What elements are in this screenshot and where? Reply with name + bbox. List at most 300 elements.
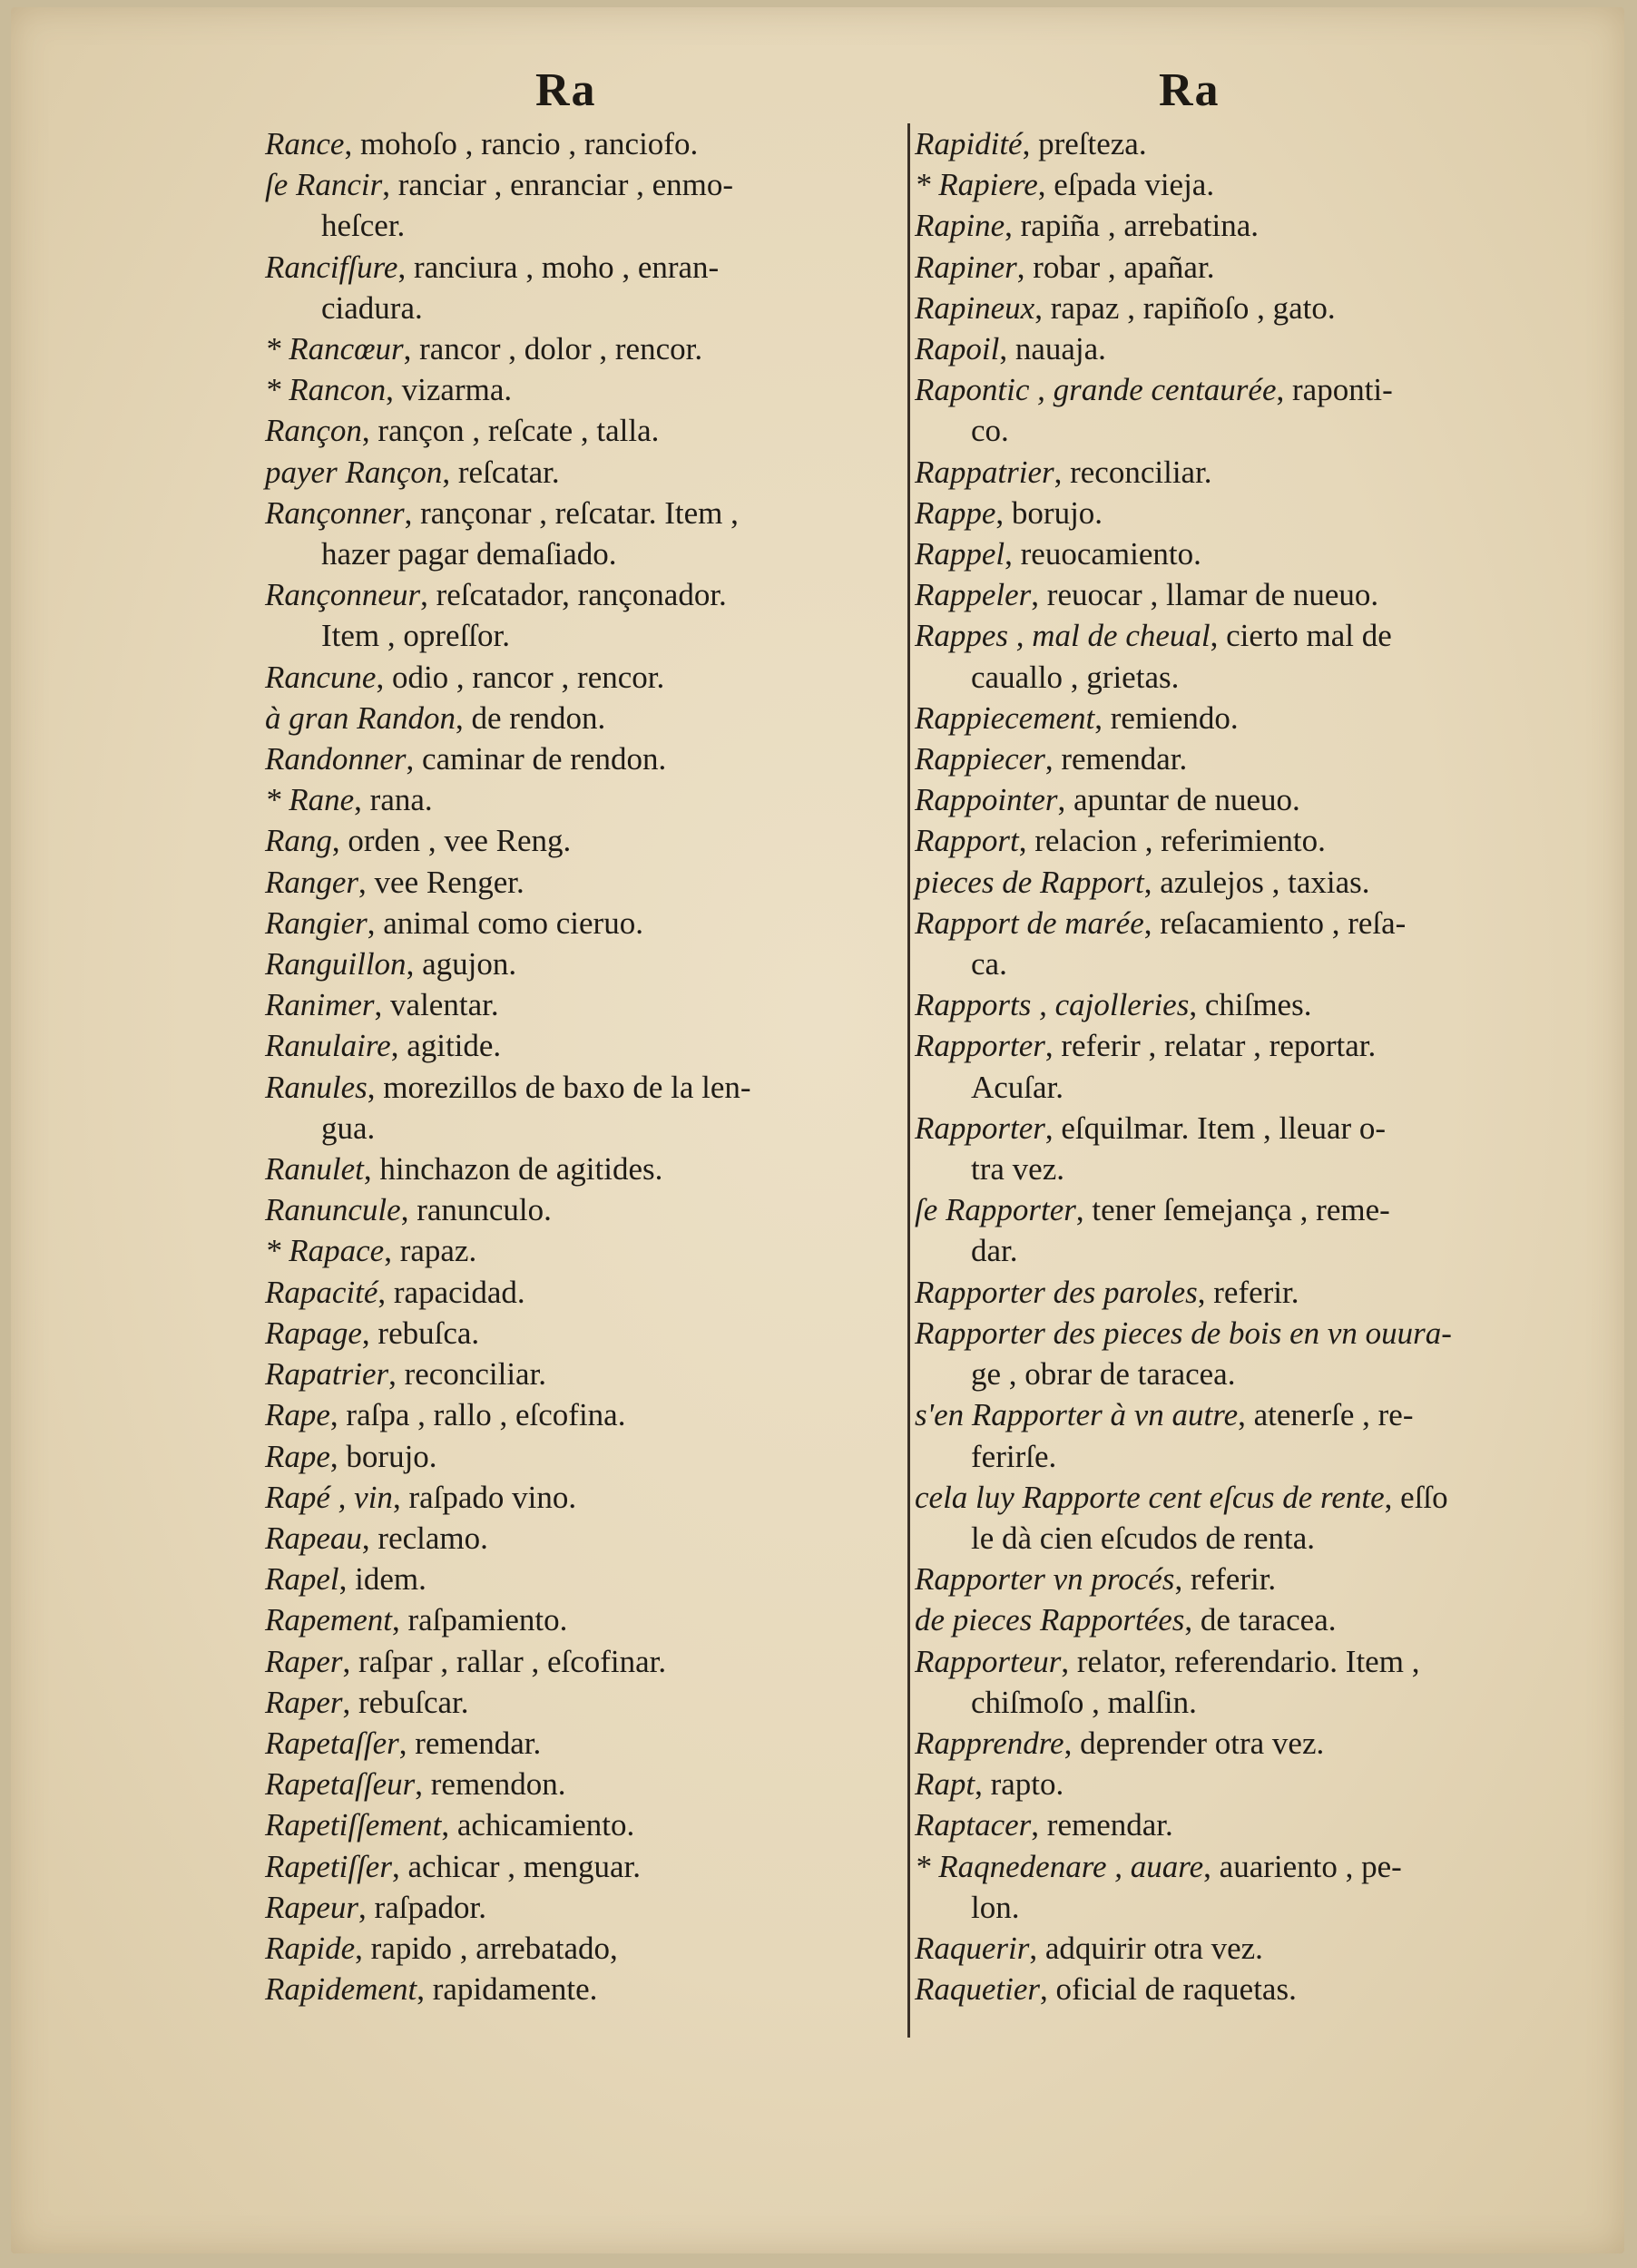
dictionary-entry: [265, 1641, 900, 1682]
entry-headword: payer Rançon: [265, 454, 443, 490]
entry-headword: Rappointer: [915, 782, 1058, 818]
entry-headword: Rapiner: [915, 249, 1017, 285]
entry-definition: caminar de rendon.: [422, 741, 667, 777]
entry-separator: ,: [329, 1397, 347, 1433]
dictionary-entry: [915, 1313, 1550, 1354]
column-divider: [907, 123, 910, 2038]
entry-headword: Rapport: [915, 823, 1019, 859]
entry-headword: Rapacité: [265, 1274, 378, 1310]
entry-definition: remendar.: [415, 1725, 542, 1761]
dictionary-entry: [265, 1846, 900, 1887]
entry-definition: remendon.: [430, 1766, 566, 1803]
entry-headword: Rape: [265, 1438, 330, 1474]
entry-definition: remendar.: [1046, 1807, 1173, 1843]
entry-headword: Ranulet: [265, 1151, 364, 1188]
entry-headword: s'en Rapporter à vn autre: [915, 1397, 1239, 1433]
dictionary-entry: [915, 164, 1550, 205]
dictionary-entry: [265, 1804, 900, 1845]
entry-separator: ,: [391, 1602, 408, 1638]
entry-separator: ,: [1197, 1274, 1214, 1310]
dictionary-entry: [265, 1599, 900, 1640]
entry-definition: achicar , menguar.: [407, 1848, 642, 1884]
entry-separator: ,: [1143, 904, 1161, 941]
entry-definition: raſpa , rallo , eſcofina.: [346, 1397, 626, 1433]
entry-headword: Rappatrier: [915, 454, 1054, 490]
dictionary-entry: [265, 1723, 900, 1764]
entry-continuation: heſcer.: [321, 208, 406, 244]
dictionary-entry: [915, 1846, 1550, 1887]
entry-separator: ,: [1044, 1028, 1062, 1064]
dictionary-entry: [915, 452, 1550, 493]
entry-separator: ,: [382, 167, 398, 203]
dictionary-entry: [915, 1969, 1550, 2009]
entry-headword: Rapontic , grande centaurée: [915, 372, 1277, 408]
dictionary-entry: [915, 698, 1550, 738]
entry-separator: ,: [1022, 126, 1039, 161]
dictionary-entry: [915, 328, 1550, 369]
entry-headword: Rapel: [265, 1561, 339, 1598]
dictionary-entry: [265, 1682, 900, 1723]
entry-headword: * Rane: [265, 782, 355, 818]
entry-separator: ,: [1384, 1479, 1401, 1515]
entry-headword: Rapoil: [915, 331, 1000, 367]
entry-definition: achicamiento.: [456, 1807, 635, 1843]
entry-separator: ,: [386, 372, 402, 408]
dictionary-entry: [265, 1764, 900, 1804]
entry-separator: ,: [1057, 782, 1073, 818]
entry-separator: ,: [1184, 1602, 1201, 1638]
entry-continuation: ca.: [971, 946, 1007, 982]
entry-definition: de taracea.: [1200, 1602, 1337, 1638]
entry-headword: Rapetiſſement: [265, 1807, 442, 1843]
entry-definition: reuocar , llamar de nueuo.: [1046, 577, 1379, 613]
entry-continuation: Acuſar.: [971, 1069, 1064, 1105]
entry-continuation: ferirſe.: [971, 1438, 1057, 1474]
entry-continuation: lon.: [971, 1889, 1020, 1925]
entry-separator: ,: [367, 1069, 384, 1105]
entry-separator: ,: [1064, 1725, 1081, 1761]
entry-definition: preſteza.: [1038, 126, 1147, 161]
entry-definition: rapaz , rapiñoſo , gato.: [1050, 289, 1336, 326]
dictionary-entry: [265, 1436, 900, 1477]
entry-definition: reſcatar.: [457, 454, 560, 490]
entry-separator: ,: [975, 1766, 991, 1803]
entry-headword: Ranulaire: [265, 1028, 391, 1064]
entry-definition: rapido , arrebatado,: [370, 1930, 618, 1966]
dictionary-entry: [915, 903, 1550, 943]
entry-separator: ,: [403, 331, 420, 367]
entry-continuation: hazer pagar demaſiado.: [321, 536, 617, 572]
dictionary-entry: [265, 903, 900, 943]
dictionary-entry: [915, 1025, 1550, 1066]
entry-separator: ,: [1018, 823, 1035, 859]
entry-headword: Rapé , vin: [265, 1479, 393, 1515]
entry-separator: ,: [1040, 1971, 1056, 2008]
entry-definition: robar , apañar.: [1033, 249, 1215, 285]
entry-definition: agitide.: [407, 1028, 502, 1064]
entry-headword: * Rapace: [265, 1233, 385, 1269]
entry-definition: referir.: [1190, 1561, 1277, 1598]
entry-definition: agujon.: [422, 946, 517, 982]
dictionary-entry: [265, 452, 900, 493]
entry-headword: Rappiecement: [915, 699, 1095, 736]
entry-separator: ,: [329, 1438, 347, 1474]
entry-separator: ,: [1143, 864, 1161, 900]
entry-separator: ,: [1061, 1643, 1077, 1679]
entry-headword: Rapeau: [265, 1520, 362, 1556]
entry-separator: ,: [1276, 372, 1293, 408]
entry-headword: Rancune: [265, 659, 377, 695]
entry-headword: Raper: [265, 1684, 343, 1720]
entry-definition: azulejos , taxias.: [1160, 864, 1370, 900]
entry-separator: ,: [999, 331, 1015, 367]
dictionary-entry: [915, 1723, 1550, 1764]
entry-headword: Rappeler: [915, 577, 1032, 613]
entry-headword: Rapprendre: [915, 1725, 1064, 1761]
entry-separator: ,: [1189, 987, 1205, 1023]
entry-separator: ,: [1031, 1807, 1047, 1843]
dictionary-entry: [265, 247, 900, 288]
dictionary-entry: [265, 698, 900, 738]
entry-separator: ,: [391, 1848, 408, 1884]
entry-headword: Rappe: [915, 494, 996, 531]
entry-definition: borujo.: [346, 1438, 437, 1474]
entry-definition: oficial de raquetas.: [1055, 1971, 1297, 2008]
entry-separator: ,: [1075, 1192, 1093, 1228]
entry-definition: animal como cieruo.: [383, 904, 643, 941]
entry-headword: Rapetaſſeur: [265, 1766, 416, 1803]
dictionary-entry: [265, 1518, 900, 1559]
entry-headword: Rapporter vn procés: [915, 1561, 1175, 1598]
entry-separator: ,: [1016, 249, 1034, 285]
dictionary-entry: [915, 984, 1550, 1025]
entry-headword: Rapement: [265, 1602, 392, 1638]
entry-definition: valentar.: [390, 987, 499, 1023]
dictionary-entry: [265, 493, 900, 533]
entry-definition: auariento , pe-: [1219, 1848, 1402, 1884]
entry-separator: ,: [354, 782, 370, 818]
running-header-right: Ra: [1159, 64, 1220, 116]
dictionary-entry: [265, 1149, 900, 1189]
entry-separator: ,: [441, 1807, 457, 1843]
entry-continuation: tra vez.: [971, 1151, 1064, 1188]
entry-separator: ,: [342, 1643, 359, 1679]
entry-definition: borujo.: [1011, 494, 1103, 531]
entry-continuation: gua.: [321, 1110, 376, 1146]
dictionary-entry: [265, 1559, 900, 1599]
entry-separator: ,: [404, 494, 421, 531]
entry-continuation: chiſmoſo , malſin.: [971, 1684, 1197, 1720]
dictionary-entry: [265, 1928, 900, 1969]
entry-separator: ,: [338, 1561, 356, 1598]
entry-definition: tener ſemejança , reme-: [1092, 1192, 1390, 1228]
entry-separator: ,: [1238, 1397, 1254, 1433]
dictionary-entry: [915, 738, 1550, 779]
running-header-left: Ra: [535, 64, 597, 116]
entry-headword: * Rancon: [265, 372, 387, 408]
entry-definition: ranciar , enranciar , enmo-: [397, 167, 734, 203]
entry-headword: Randonner: [265, 741, 407, 777]
entry-separator: ,: [1044, 741, 1062, 777]
dictionary-entry: [915, 862, 1550, 903]
entry-separator: ,: [420, 577, 436, 613]
entry-definition: mohoſo , rancio , ranciofo.: [359, 126, 699, 161]
entry-headword: Rapporter des paroles: [915, 1274, 1198, 1310]
entry-continuation: le dà cien eſcudos de renta.: [971, 1520, 1315, 1556]
entry-separator: ,: [384, 1233, 400, 1269]
entry-definition: reſcatador, rançonador.: [436, 577, 727, 613]
dictionary-entry: [915, 1559, 1550, 1599]
entry-definition: vee Renger.: [374, 864, 524, 900]
entry-headword: Rapporter des pieces de bois en vn ouura-: [915, 1315, 1452, 1351]
dictionary-entry: [915, 1764, 1550, 1804]
entry-definition: cierto mal de: [1226, 618, 1392, 654]
dictionary-entry: [915, 247, 1550, 288]
entry-definition: remendar.: [1061, 741, 1188, 777]
entry-separator: ,: [1094, 699, 1111, 736]
entry-headword: Rape: [265, 1397, 330, 1433]
entry-headword: Ranger: [265, 864, 359, 900]
dictionary-entry: [265, 779, 900, 820]
right-column: [915, 123, 1550, 2009]
dictionary-entry: [265, 1230, 900, 1271]
dictionary-entry: [265, 328, 900, 369]
entry-definition: rançon , reſcate , talla.: [377, 413, 660, 449]
entry-definition: rana.: [369, 782, 433, 818]
entry-separator: ,: [406, 741, 423, 777]
dictionary-entry: [915, 820, 1550, 861]
entry-definition: rançonar , reſcatar. Item ,: [420, 494, 739, 531]
entry-definition: rapiña , arrebatina.: [1020, 208, 1259, 244]
dictionary-entry: [265, 862, 900, 903]
entry-headword: Raper: [265, 1643, 343, 1679]
entry-separator: ,: [392, 1479, 409, 1515]
entry-definition: vizarma.: [401, 372, 513, 408]
entry-headword: Rapide: [265, 1930, 356, 1966]
entry-separator: ,: [361, 413, 378, 449]
entry-definition: eſquilmar. Item , lleuar o-: [1061, 1110, 1387, 1146]
entry-separator: ,: [406, 946, 423, 982]
entry-headword: Rançon: [265, 413, 362, 449]
entry-continuation: ciadura.: [321, 289, 423, 326]
dictionary-entry: [915, 533, 1550, 574]
dictionary-entry: [915, 288, 1550, 328]
entry-definition: raſpado vino.: [408, 1479, 577, 1515]
entry-headword: Rançonneur: [265, 577, 421, 613]
dictionary-entry: [265, 574, 900, 615]
entry-separator: ,: [1054, 454, 1071, 490]
entry-headword: Rappes , mal de cheual: [915, 618, 1211, 654]
entry-separator: ,: [1029, 1930, 1045, 1966]
entry-separator: ,: [397, 249, 414, 285]
entry-separator: ,: [361, 1520, 378, 1556]
entry-headword: * Rancœur: [265, 331, 404, 367]
entry-headword: Rapeur: [265, 1889, 359, 1925]
entry-definition: reclamo.: [377, 1520, 488, 1556]
dictionary-page: [11, 7, 1624, 2253]
entry-separator: ,: [376, 659, 392, 695]
entry-definition: raſpador.: [374, 1889, 486, 1925]
entry-separator: ,: [390, 1028, 407, 1064]
entry-separator: ,: [388, 1356, 405, 1393]
dictionary-entry: [915, 1272, 1550, 1313]
entry-separator: ,: [377, 1274, 394, 1310]
dictionary-entry: [915, 1599, 1550, 1640]
entry-separator: ,: [456, 699, 472, 736]
dictionary-entry: [265, 410, 900, 451]
entry-separator: ,: [1034, 289, 1051, 326]
dictionary-entry: [265, 123, 900, 164]
entry-headword: Rapport de marée: [915, 904, 1144, 941]
dictionary-entry: [915, 1108, 1550, 1149]
entry-separator: ,: [1174, 1561, 1191, 1598]
entry-separator: ,: [442, 454, 458, 490]
entry-continuation: co.: [971, 413, 1009, 449]
entry-headword: Raquetier: [915, 1971, 1041, 2008]
entry-headword: Rapports , cajolleries: [915, 987, 1190, 1023]
entry-definition: reconciliar.: [1070, 454, 1212, 490]
dictionary-entry: [265, 1354, 900, 1394]
entry-headword: Rapine: [915, 208, 1005, 244]
entry-definition: reconciliar.: [404, 1356, 547, 1393]
entry-separator: ,: [400, 1192, 417, 1228]
entry-separator: ,: [342, 1684, 359, 1720]
dictionary-entry: [265, 1067, 900, 1108]
entry-separator: ,: [367, 904, 384, 941]
entry-headword: Rapetaſſer: [265, 1725, 399, 1761]
entry-separator: ,: [1031, 577, 1047, 613]
entry-separator: ,: [1210, 618, 1227, 654]
entry-headword: Rancifſure: [265, 249, 398, 285]
dictionary-entry: [265, 1272, 900, 1313]
entry-headword: Rapidement: [265, 1971, 417, 2008]
entry-headword: Rapatrier: [265, 1356, 389, 1393]
dictionary-entry: [915, 369, 1550, 410]
entry-separator: ,: [417, 1971, 433, 2008]
entry-headword: Rappel: [915, 536, 1005, 572]
entry-separator: ,: [361, 1315, 378, 1351]
dictionary-entry: [265, 738, 900, 779]
entry-headword: Rapt: [915, 1766, 975, 1803]
entry-separator: ,: [358, 1889, 375, 1925]
entry-definition: remiendo.: [1110, 699, 1239, 736]
entry-definition: de rendon.: [471, 699, 606, 736]
entry-headword: Ranules: [265, 1069, 368, 1105]
dictionary-entry: [915, 615, 1550, 656]
entry-separator: ,: [1203, 1848, 1220, 1884]
entry-definition: odio , rancor , rencor.: [391, 659, 665, 695]
entry-separator: ,: [415, 1766, 431, 1803]
entry-separator: ,: [1005, 208, 1021, 244]
dictionary-entry: [915, 205, 1550, 246]
entry-headword: Rapporter: [915, 1028, 1045, 1064]
entry-definition: eſſo: [1400, 1479, 1448, 1515]
entry-headword: de pieces Rapportées: [915, 1602, 1185, 1638]
entry-headword: Rappiecer: [915, 741, 1045, 777]
entry-headword: Rangier: [265, 904, 368, 941]
entry-definition: atenerſe , re-: [1253, 1397, 1414, 1433]
entry-definition: ranciura , moho , enran-: [413, 249, 720, 285]
dictionary-entry: [265, 1394, 900, 1435]
entry-definition: reſacamiento , reſa-: [1160, 904, 1407, 941]
entry-definition: chiſmes.: [1204, 987, 1312, 1023]
entry-definition: nauaja.: [1015, 331, 1106, 367]
dictionary-entry: [915, 1641, 1550, 1682]
entry-headword: Rançonner: [265, 494, 405, 531]
entry-headword: * Rapiere: [915, 167, 1038, 203]
dictionary-entry: [265, 984, 900, 1025]
entry-separator: ,: [355, 1930, 371, 1966]
entry-separator: ,: [374, 987, 391, 1023]
entry-definition: rapidamente.: [432, 1971, 598, 2008]
entry-separator: ,: [344, 126, 360, 161]
entry-continuation: ge , obrar de taracea.: [971, 1356, 1236, 1393]
entry-headword: Rapidité: [915, 126, 1023, 161]
entry-headword: Rapetiſſer: [265, 1848, 392, 1884]
entry-definition: rancor , dolor , rencor.: [419, 331, 703, 367]
entry-definition: raſpar , rallar , eſcofinar.: [358, 1643, 667, 1679]
dictionary-entry: [265, 369, 900, 410]
entry-headword: Rapporteur: [915, 1643, 1062, 1679]
entry-headword: * Raqnedenare , auare: [915, 1848, 1204, 1884]
entry-headword: ſe Rancir: [265, 167, 383, 203]
entry-separator: ,: [358, 864, 375, 900]
dictionary-entry: [915, 574, 1550, 615]
dictionary-entry: [265, 657, 900, 698]
dictionary-entry: [915, 1394, 1550, 1435]
entry-definition: rapaz.: [399, 1233, 477, 1269]
dictionary-entry: [265, 1477, 900, 1518]
entry-definition: adquirir otra vez.: [1044, 1930, 1263, 1966]
entry-headword: Rang: [265, 823, 332, 859]
dictionary-entry: [915, 1477, 1550, 1518]
entry-definition: rapacidad.: [393, 1274, 525, 1310]
entry-separator: ,: [1044, 1110, 1062, 1146]
entry-definition: rebuſca.: [377, 1315, 480, 1351]
entry-headword: Rance: [265, 126, 345, 161]
dictionary-entry: [915, 1189, 1550, 1230]
entry-headword: pieces de Rapport: [915, 864, 1144, 900]
entry-definition: deprender otra vez.: [1080, 1725, 1325, 1761]
entry-definition: rapto.: [990, 1766, 1064, 1803]
entry-separator: ,: [995, 494, 1012, 531]
entry-separator: ,: [331, 823, 348, 859]
dictionary-entry: [915, 779, 1550, 820]
entry-headword: Rapage: [265, 1315, 362, 1351]
entry-definition: eſpada vieja.: [1054, 167, 1215, 203]
entry-definition: referir , relatar , reportar.: [1061, 1028, 1377, 1064]
dictionary-entry: [265, 1025, 900, 1066]
entry-headword: Ranguillon: [265, 946, 407, 982]
entry-definition: morezillos de baxo de la len-: [383, 1069, 751, 1105]
dictionary-entry: [915, 123, 1550, 164]
entry-continuation: dar.: [971, 1233, 1018, 1269]
entry-definition: reuocamiento.: [1020, 536, 1201, 572]
entry-definition: apuntar de nueuo.: [1073, 782, 1300, 818]
dictionary-entry: [265, 1313, 900, 1354]
entry-headword: Raquerir: [915, 1930, 1030, 1966]
entry-separator: ,: [363, 1151, 380, 1188]
entry-definition: relacion , referimiento.: [1034, 823, 1326, 859]
dictionary-entry: [265, 820, 900, 861]
entry-headword: à gran Randon: [265, 699, 456, 736]
entry-continuation: Item , opreſſor.: [321, 618, 511, 654]
entry-headword: Ranimer: [265, 987, 375, 1023]
dictionary-entry: [265, 1969, 900, 2009]
left-column: [265, 123, 900, 2009]
dictionary-entry: [915, 493, 1550, 533]
entry-headword: Rapporter: [915, 1110, 1045, 1146]
